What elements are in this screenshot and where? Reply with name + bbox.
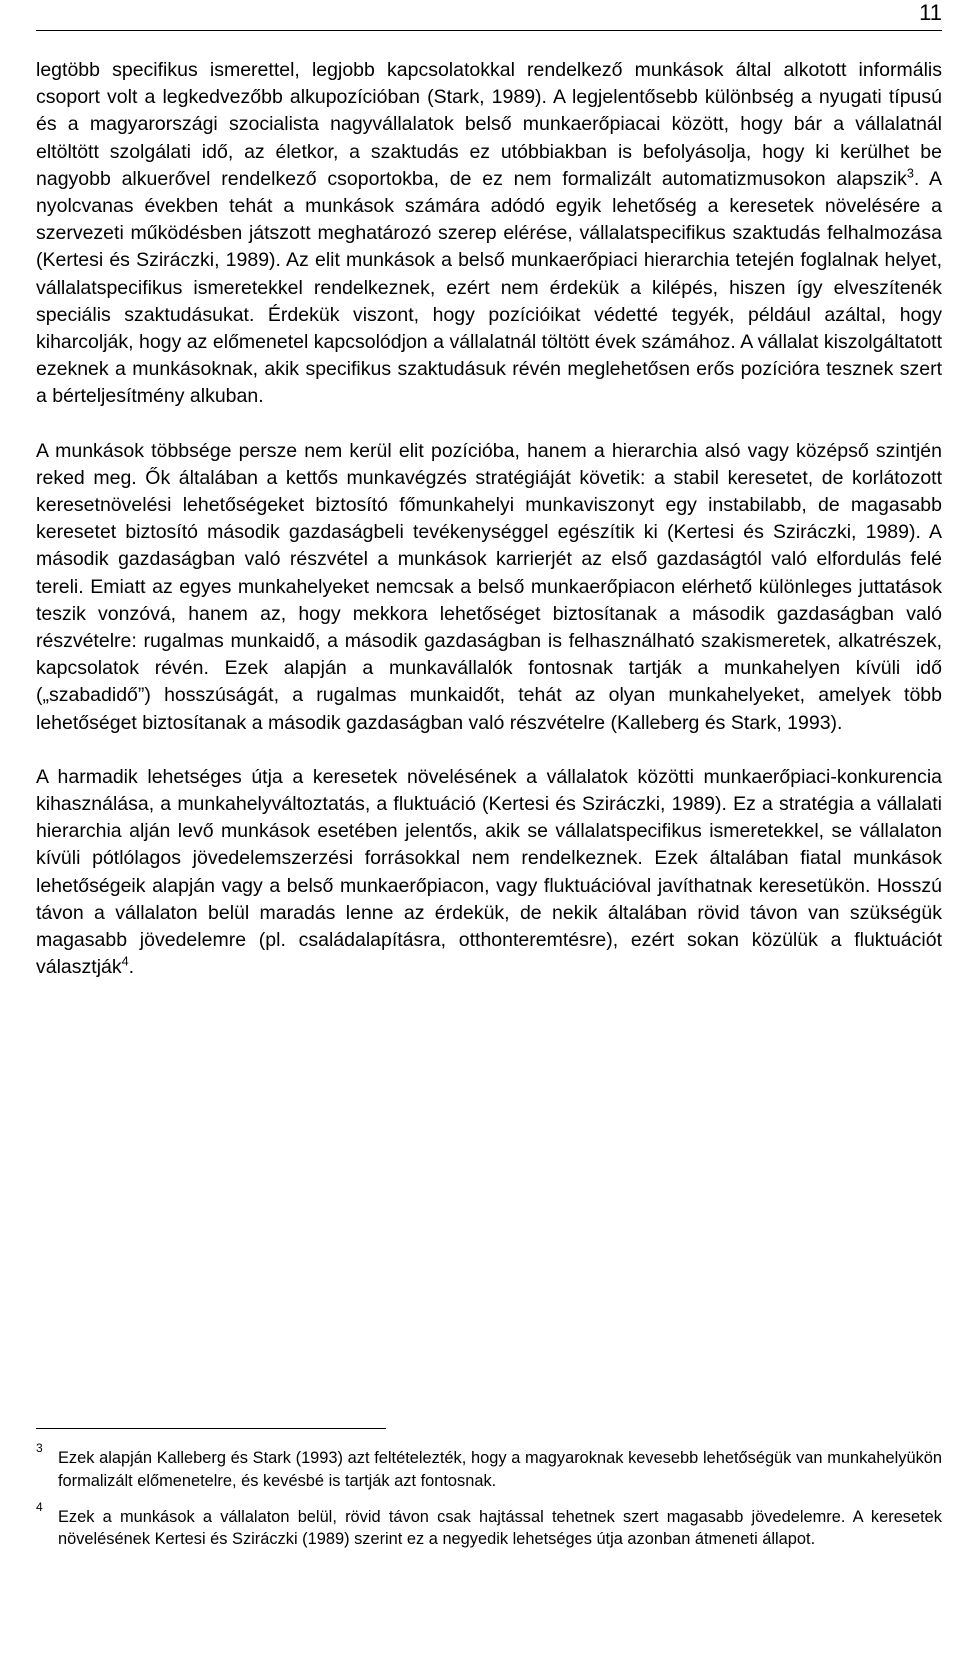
footnote-3 xyxy=(36,1441,942,1493)
page-number: 11 xyxy=(919,0,942,25)
paragraph-2-text: A munkások többsége persze nem kerül elit pozícióba, hanem a hierarchia alsó vagy középső szintjén reked meg. Ők általában a kettős munkavégzés stratégiáját követik: a stabil keresetet, de korlátozott keresetnövelési lehetőségeket biztosító főmunkahelyi munkaviszonyt egy instabilabb, de magasabb keresetet biztosító második gazdaságbeli tevékenységgel egészítik ki (Kertesi és Sziráczki, 1989). A második gazdaságban való részvétel a munkások karrierjét az első gazdaságtól való elfordulás felé tereli. Emiatt az egyes munkahelyeket nemcsak a belső munkaerőpiacon elérhető különleges juttatások teszik vonzóvá, hanem az, hogy mekkora lehetőséget biztosítanak a második gazdaságban való részvételre: rugalmas munkaidő, a második gazdaságban is felhasználható szakismeretek, alkatrészek, kapcsolatok révén. Ezek alapján a munkavállalók fontosnak tartják a munkahelyen kívüli idő („szabadidő”) hosszúságát, a rugalmas munkaidőt, tehát az olyan munkahelyeket, amelyek több lehetőséget biztosítanak a második gazdaságban való részvételre (Kalleberg és Stark, 1993). xyxy=(36,439,942,734)
footnotes xyxy=(36,1428,942,1564)
paragraph-1 xyxy=(36,57,942,411)
body-text xyxy=(36,57,942,1009)
footnote-rule xyxy=(36,1428,386,1429)
header-rule xyxy=(36,30,942,31)
footnote-mark-4: 4 xyxy=(36,1499,43,1514)
paragraph-3-text: A harmadik lehetséges útja a keresetek növelésének a vállalatok közötti munkaerőpiaci-konkurencia kihasználása, a munkahelyváltoztatás, a fluktuáció (Kertesi és Sziráczki, 1989). Ez a stratégia a vállalati hierarchia alján levő munkások esetében jelentős, akik se vállalatspecifikus ismeretekkel, se vállalaton kívüli pótlólagos jövedelemszerzési forrásokkal nem rendelkeznek. Ezek általában fiatal munkások lehetőségeik alapján vagy a belső munkaerőpiacon, vagy fluktuációval javíthatnak keresetükön. Hosszú távon a vállalaton belül maradás lenne az érdekük, de nekik általában rövid távon van szükségük magasabb jövedelemre (pl. családalapításra, otthonteremtésre), ezért sokan közülük a fluktuációt választják xyxy=(36,765,942,979)
paragraph-1-text: legtöbb specifikus ismerettel, legjobb kapcsolatokkal rendelkező munkások által alkotott informális csoport volt a legkedvezőbb alkupozícióban (Stark, 1989). A legjelentősebb különbség a nyugati típusú és a magyarországi szocialista nagyvállalatok belső munkaerőpiacai között, hogy bár a vállalatnál eltöltött szolgálati idő, az életkor, a szaktudás ez utóbbiakban is befolyásolja, hogy ki kerülhet be nagyobb alkuerővel rendelkező csoportokba, de ez nem formalizált automatizmusokon alapszik xyxy=(36,59,942,190)
footnote-4 xyxy=(36,1499,942,1552)
paragraph-1-text-continued: . A nyolcvanas években tehát a munkások számára adódó egyik lehetőség a keresetek növelésére a szervezeti működésben játszott meghatározó szerep elérése, vállalatspecifikus szaktudás felhalmozása (Kertesi és Sziráczki, 1989). Az elit munkások a belső munkaerőpiaci hierarchia tetején foglalnak helyet, vállalatspecifikus ismeretekkel rendelkeznek, ezért nem érdekük a kilépés, hiszen így elveszítenék speciális szaktudásukat. Érdekük viszont, hogy pozícióikat védetté tegyék, például azáltal, hogy kiharcolják, hogy az előmenetel kapcsolódjon a vállalatnál töltött évek számához. A vállalat kiszolgáltatott ezeknek a munkásoknak, akik specifikus szaktudásuk révén meglehetősen erős pozícióra tesznek szert a bérteljesítmény alkuban. xyxy=(36,167,942,408)
footnote-ref-4[interactable]: 4 xyxy=(121,954,129,969)
paragraph-2 xyxy=(36,438,942,737)
footnote-3-text: Ezek alapján Kalleberg és Stark (1993) azt feltételezték, hogy a magyaroknak kevesebb lehetőségük van munkahelyükön formalizált előmenetelre, és kevésbé is tartják azt fontosnak. xyxy=(58,1449,942,1490)
footnote-ref-3[interactable]: 3 xyxy=(906,166,914,181)
footnote-4-text: Ezek a munkások a vállalaton belül, rövid távon csak hajtással tehetnek szert magasabb jövedelemre. A keresetek növelésének Kertesi és Sziráczki (1989) szerint ez a negyedik lehetséges útja azonban átmeneti állapot. xyxy=(58,1507,942,1549)
paragraph-3-text-end: . xyxy=(128,956,135,979)
footnote-mark-3: 3 xyxy=(36,1441,43,1455)
paragraph-3 xyxy=(36,764,942,982)
